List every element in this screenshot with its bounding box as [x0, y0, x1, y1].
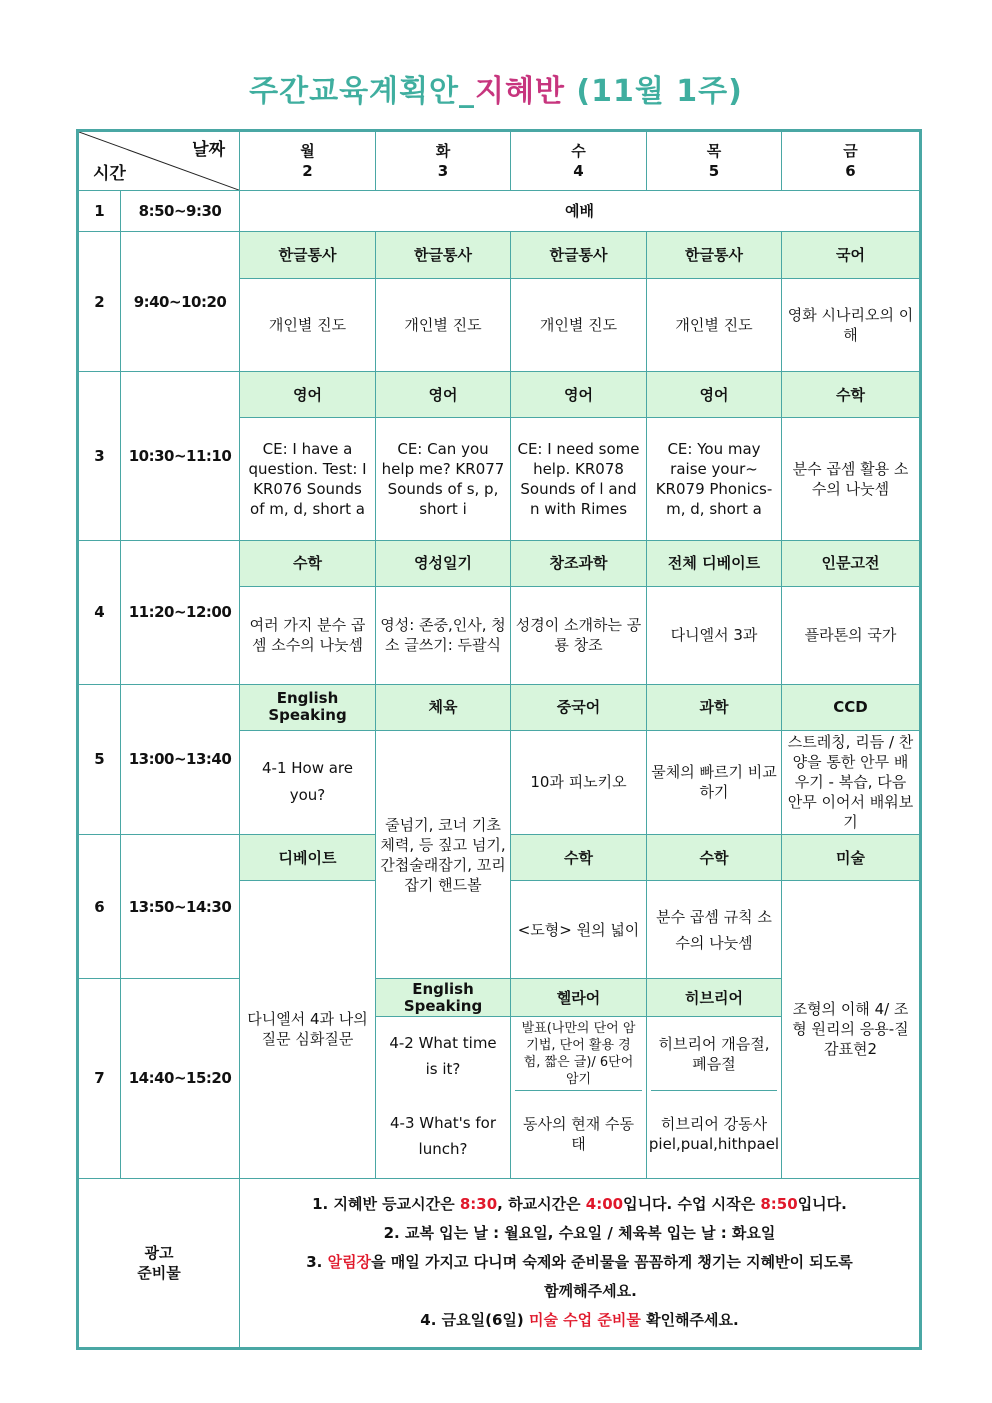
- subject-cell: 중국어: [511, 684, 647, 730]
- hebrew-content-1: 히브리어 개음절, 폐음절: [651, 1017, 777, 1091]
- lesson-4-3: 4-3 What's for lunch?: [389, 1114, 496, 1159]
- subject-cell: 인문고전: [782, 540, 921, 586]
- content-cell: 다니엘서 3과: [647, 586, 782, 684]
- subject-cell: 체육: [376, 684, 511, 730]
- content-cell: 플라톤의 국가: [782, 586, 921, 684]
- subject-cell: 영어: [647, 372, 782, 418]
- content-cell: 개인별 진도: [376, 279, 511, 372]
- period-time: 10:30~11:10: [121, 372, 240, 540]
- content-cell: 개인별 진도: [647, 279, 782, 372]
- content-cell: 10과 피노키오: [511, 730, 647, 834]
- content-cell: 개인별 진도: [240, 279, 376, 372]
- content-cell: 여러 가지 분수 곱셈 소수의 나눗셈: [240, 586, 376, 684]
- period-time: 8:50~9:30: [121, 191, 240, 232]
- subject-cell: 수학: [511, 835, 647, 881]
- period-number: 4: [78, 540, 121, 684]
- content-cell: 물체의 빠르기 비교하기: [647, 730, 782, 834]
- greek-cell: [511, 1017, 647, 1178]
- art-content-cell: 조형의 이해 4/ 조형 원리의 응용-질감표현2: [782, 881, 921, 1178]
- content-cell: 개인별 진도: [511, 279, 647, 372]
- subject-cell: 영어: [240, 372, 376, 418]
- subject-cell: 디베이트: [240, 835, 376, 881]
- greek-content-2: 동사의 현재 수동태: [523, 1115, 634, 1154]
- note-1: 1. 지혜반 등교시간은 8:30, 하교시간은 4:00입니다. 수업 시작은 8:50입니다.: [312, 1195, 847, 1214]
- period-number: 6: [78, 835, 121, 979]
- content-cell: CE: You may raise your~ KR079 Phonics-m, d, short a: [647, 418, 782, 540]
- subject-cell: 과학: [647, 684, 782, 730]
- content-cell: CE: I have a question. Test: I KR076 Sounds of m, d, short a: [240, 418, 376, 540]
- english-speaking-cell: [376, 1017, 511, 1178]
- content-cell: 성경이 소개하는 공룡 창조: [511, 586, 647, 684]
- day-header-tue: 화 3: [376, 131, 511, 191]
- subject-cell: 영어: [376, 372, 511, 418]
- header-corner: [78, 131, 240, 191]
- greek-content-1: 발표(나만의 단어 암기법, 단어 활용 경험, 짧은 글)/ 6단어 암기: [515, 1017, 642, 1091]
- content-cell: 분수 곱셈 활용 소수의 나눗셈: [782, 418, 921, 540]
- period-time: 13:50~14:30: [121, 835, 240, 979]
- content-cell: 4-1 How are you?: [240, 730, 376, 834]
- notes-section: [240, 1178, 921, 1348]
- day-header-mon: 월 2: [240, 131, 376, 191]
- hebrew-content-2: 히브리어 강동사 piel,pual,hithpael: [648, 1115, 780, 1154]
- subject-cell: English Speaking: [240, 684, 376, 730]
- subject-cell: 국어: [782, 232, 921, 279]
- subject-cell: English Speaking: [376, 979, 511, 1017]
- lesson-4-2: 4-2 What time is it?: [389, 1034, 497, 1079]
- day-header-thu: 목 5: [647, 131, 782, 191]
- subject-cell: 영성일기: [376, 540, 511, 586]
- notes-label: 광고 준비물: [78, 1178, 240, 1348]
- debate-content-cell: 다니엘서 4과 나의 질문 심화질문: [240, 881, 376, 1178]
- subject-cell: 수학: [240, 540, 376, 586]
- subject-cell: 창조과학: [511, 540, 647, 586]
- period-number: 1: [78, 191, 121, 232]
- subject-cell: 영어: [511, 372, 647, 418]
- note-3: 3. 알림장을 매일 가지고 다니며 숙제와 준비물을 꼼꼼하게 챙기는 지혜반이 되도록 함께해주세요.: [306, 1253, 853, 1301]
- class-name: 지혜반: [475, 74, 565, 109]
- page-title: 주간교육계획안_지혜반 (11월 1주): [249, 74, 743, 109]
- period-time: 14:40~15:20: [121, 979, 240, 1178]
- subject-cell: 수학: [647, 835, 782, 881]
- note-2: 2. 교복 입는 날 : 월요일, 수요일 / 체육복 입는 날 : 화요일: [383, 1224, 776, 1243]
- subject-cell: 한글통사: [511, 232, 647, 279]
- subject-cell: 한글통사: [376, 232, 511, 279]
- subject-cell: 한글통사: [240, 232, 376, 279]
- date-label: 날짜: [192, 140, 225, 160]
- subject-cell: 헬라어: [511, 979, 647, 1017]
- period-number: 7: [78, 979, 121, 1178]
- content-cell: 스트레칭, 리듬 / 찬양을 통한 안무 배우기 - 복습, 다음 안무 이어서 배워보기: [782, 730, 921, 834]
- period-time: 13:00~13:40: [121, 684, 240, 834]
- hebrew-cell: [647, 1017, 782, 1178]
- period-number: 3: [78, 372, 121, 540]
- content-cell: 분수 곱셈 규칙 소수의 나눗셈: [647, 881, 782, 979]
- subject-cell: 미술: [782, 835, 921, 881]
- content-cell: CE: I need some help. KR078 Sounds of l and n with Rimes: [511, 418, 647, 540]
- period-number: 5: [78, 684, 121, 834]
- note-4: 4. 금요일(6일) 미술 수업 준비물 확인해주세요.: [420, 1311, 739, 1330]
- subject-cell: 히브리어: [647, 979, 782, 1017]
- subject-cell: 전체 디베이트: [647, 540, 782, 586]
- time-label: 시간: [93, 164, 126, 185]
- pe-activities-cell: 줄넘기, 코너 기초체력, 등 짚고 넘기, 간첩술래잡기, 꼬리잡기 핸드볼: [376, 730, 511, 978]
- period-number: 2: [78, 232, 121, 372]
- period-time: 9:40~10:20: [121, 232, 240, 372]
- weekly-plan-table: [76, 129, 922, 1350]
- content-cell: 영화 시나리오의 이해: [782, 279, 921, 372]
- all-day-activity: 예배: [240, 191, 921, 232]
- day-header-wed: 수 4: [511, 131, 647, 191]
- subject-cell: 한글통사: [647, 232, 782, 279]
- content-cell: CE: Can you help me? KR077 Sounds of s, p, short i: [376, 418, 511, 540]
- subject-cell: CCD: [782, 684, 921, 730]
- content-cell: <도형> 원의 넓이: [511, 881, 647, 979]
- subject-cell: 수학: [782, 372, 921, 418]
- content-cell: 영성: 존중,인사, 청소 글쓰기: 두괄식: [376, 586, 511, 684]
- day-header-fri: 금 6: [782, 131, 921, 191]
- period-time: 11:20~12:00: [121, 540, 240, 684]
